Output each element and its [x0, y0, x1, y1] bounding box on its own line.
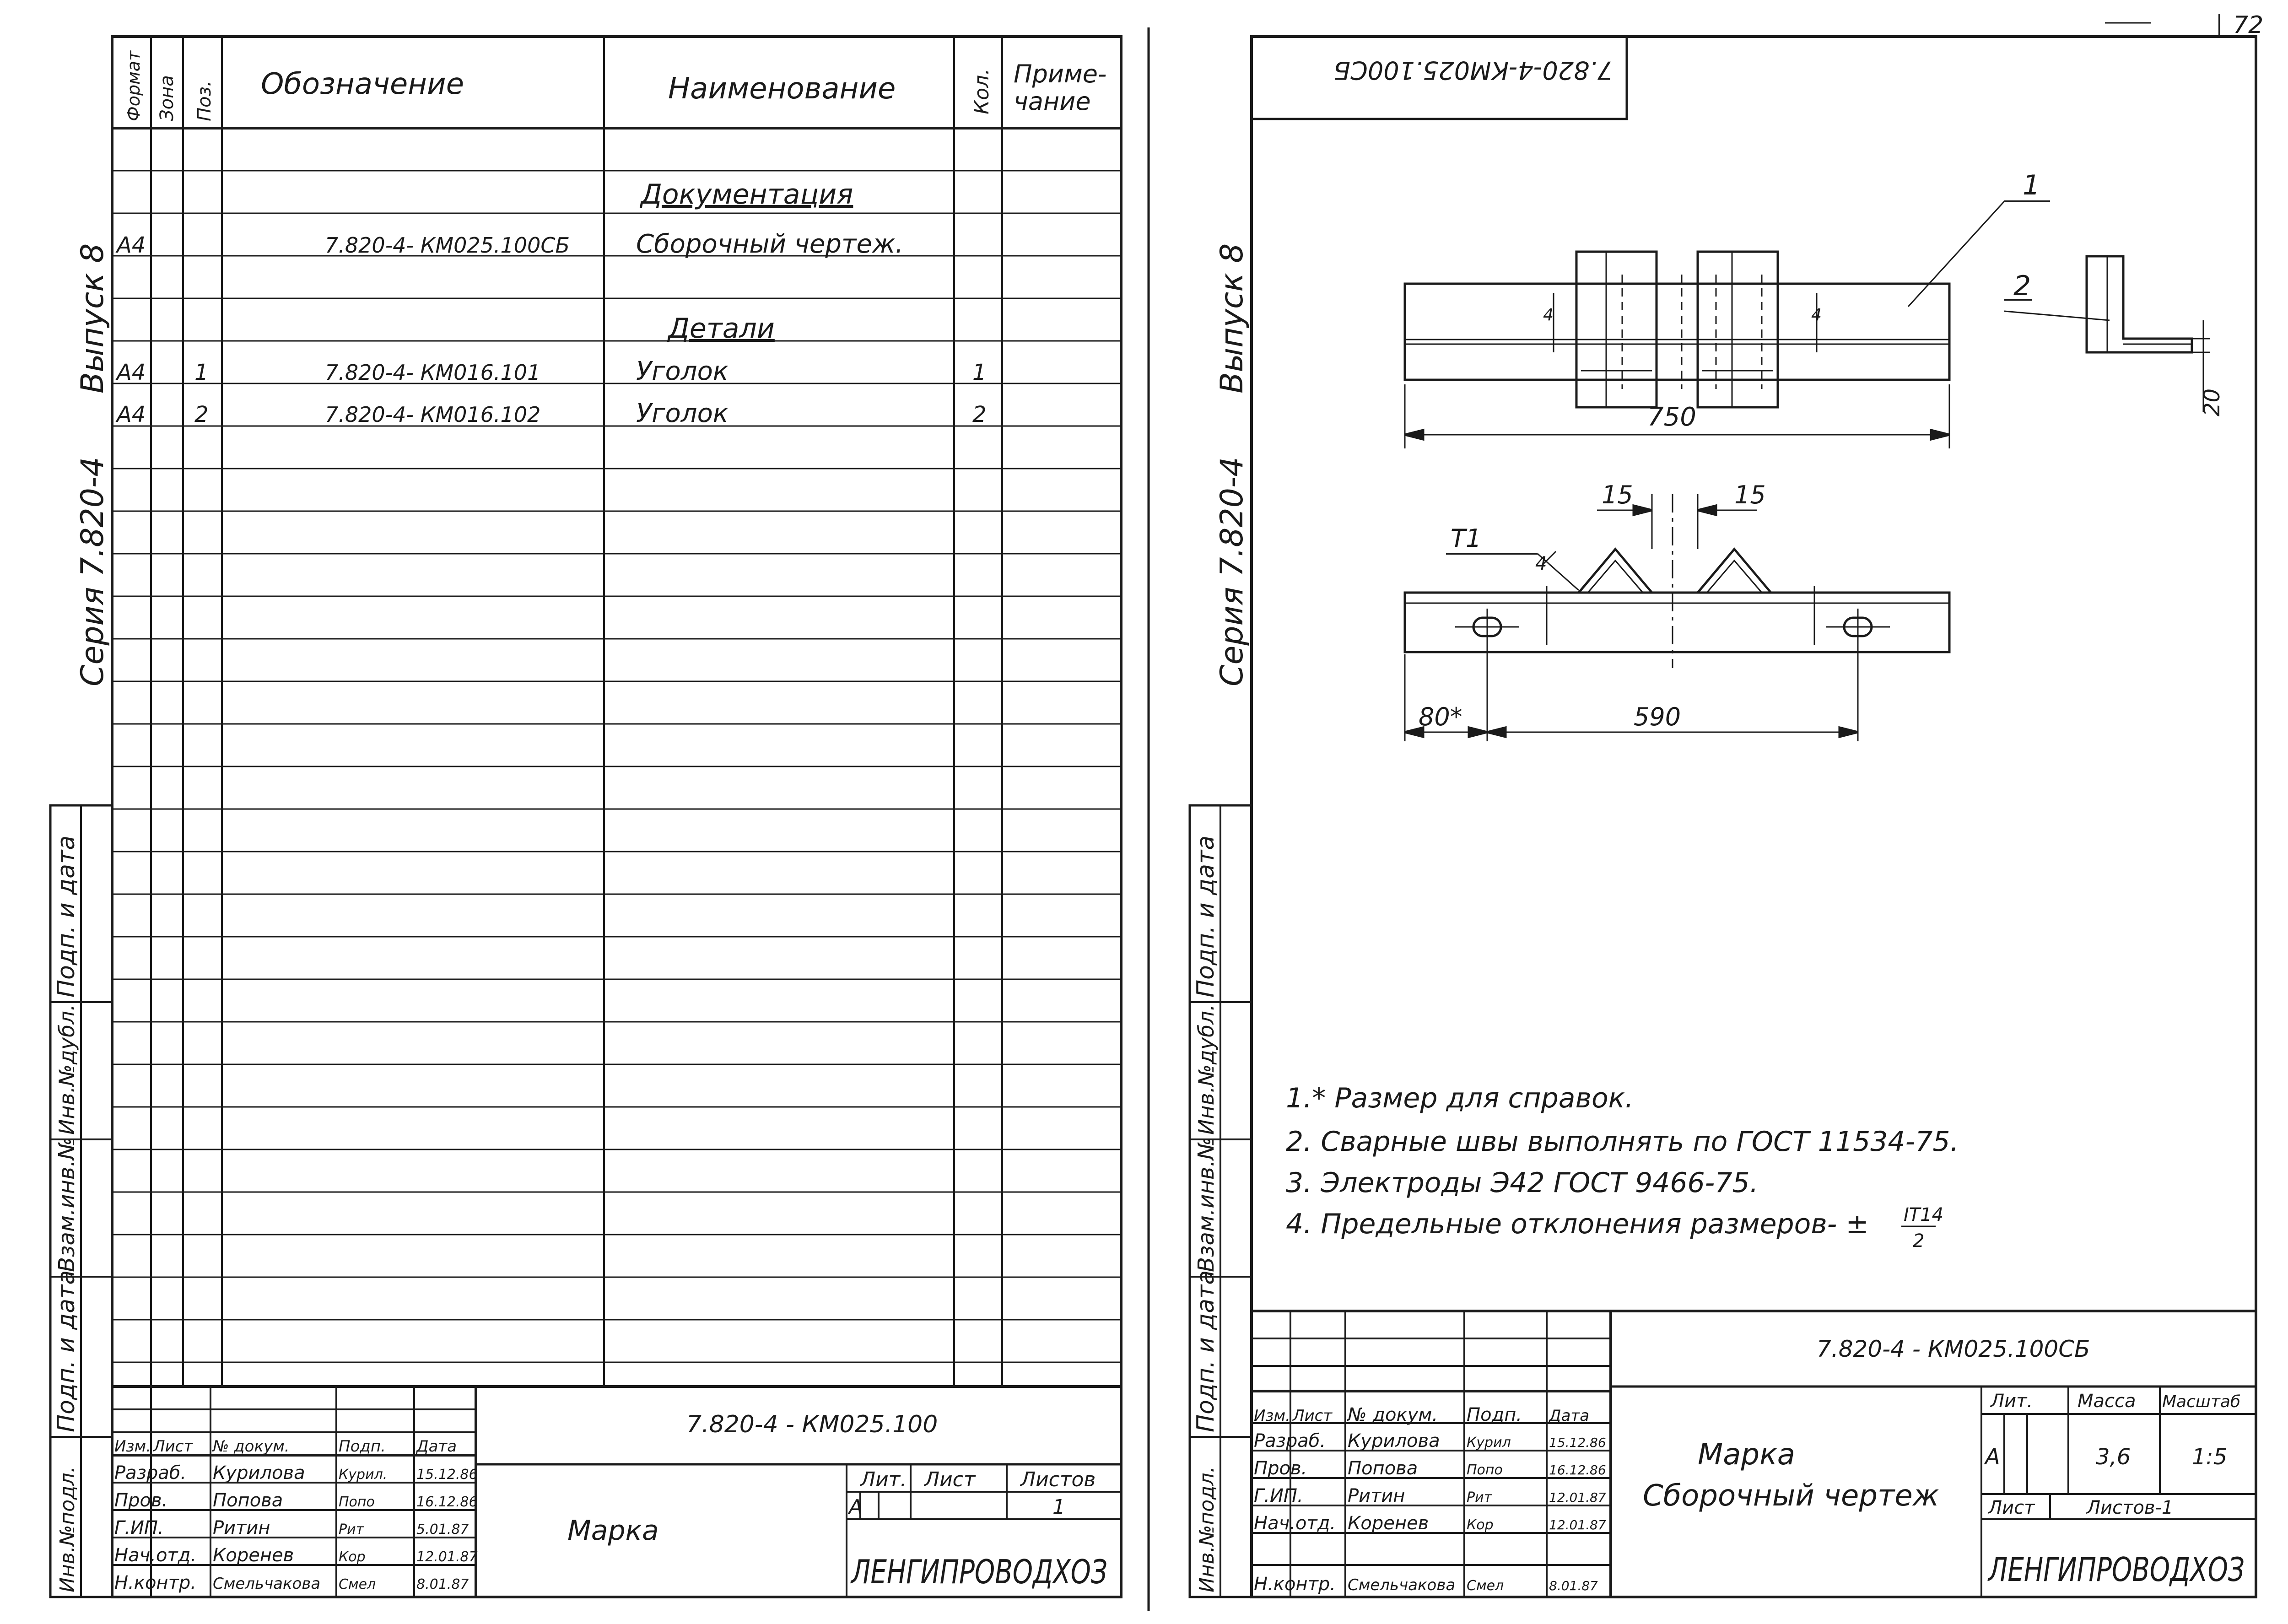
note-4-tol-num: IT14: [1904, 1204, 1944, 1225]
page-number: 72: [2233, 11, 2264, 39]
scale-label: Масштаб: [2162, 1392, 2241, 1411]
row4-format: А4: [117, 402, 146, 427]
tbl-header-izm: Изм.: [114, 1437, 151, 1456]
date: 16.12.86: [416, 1494, 478, 1510]
header-note-2: чание: [1014, 87, 1091, 116]
tbl-r-header-izm: Изм.: [1254, 1407, 1290, 1425]
date: 12.01.87: [1549, 1517, 1606, 1532]
role: Разраб.: [114, 1462, 187, 1484]
weld-mark-t1: Т1: [1451, 524, 1482, 553]
row4-pos: 2: [194, 402, 209, 427]
spec-row-2: [667, 313, 775, 345]
stamp-col-label-r2: Подп. и дата: [1192, 1270, 1220, 1432]
mass-label: Масса: [2078, 1391, 2136, 1412]
margin-issue-label-r: Выпуск 8: [1214, 243, 1250, 394]
dim-length: 750: [1647, 402, 1696, 432]
stamp-col-label-2: Подп. и дата: [53, 1270, 80, 1432]
date: 8.01.87: [1549, 1578, 1598, 1593]
row4-designation: 7.820-4- КМ016.102: [325, 402, 541, 427]
signature: Попо: [1467, 1462, 1503, 1478]
stamp-col-label-r5: Подп. и дата: [1192, 835, 1220, 998]
stamp-col-label-1: Инв.№подл.: [56, 1466, 79, 1592]
person-name: Ритин: [1348, 1485, 1405, 1506]
signature: Кор: [339, 1549, 366, 1565]
note-1: 1.* Размер для справок.: [1286, 1082, 1634, 1114]
role: Нач.отд.: [114, 1545, 197, 1566]
sheets-label-r: Листов-1: [2087, 1497, 2174, 1518]
role: Пров.: [1254, 1458, 1307, 1479]
person-name: Ритин: [213, 1517, 270, 1538]
dim-height: 20: [2199, 388, 2225, 416]
mass-value: 3,6: [2096, 1444, 2131, 1470]
row3-pos: 1: [194, 360, 209, 385]
role: Г.ИП.: [1254, 1485, 1303, 1506]
row4-name: Уголок: [636, 399, 728, 428]
signature: Смел: [339, 1576, 376, 1592]
rotated-doc-code: 7.820-4-КМ025.100СБ: [1333, 56, 1613, 85]
signature: Попо: [339, 1494, 375, 1510]
stamp-col-label-r3: Взам.инв.№: [1193, 1137, 1219, 1272]
lit-label-r: Лит.: [1991, 1391, 2033, 1412]
date: 16.12.86: [1549, 1462, 1606, 1478]
tbl-r-header-doc: № докум.: [1348, 1404, 1438, 1425]
stamp-col-label-4: Инв.№дубл.: [54, 1004, 79, 1135]
sheet-label: Лист: [924, 1468, 976, 1491]
sheets-label: Листов: [1020, 1468, 1096, 1491]
person-name: Курилова: [1348, 1430, 1440, 1451]
date: 15.12.86: [1549, 1435, 1606, 1450]
tbl-header-date: Дата: [416, 1437, 457, 1456]
signature: Смел: [1467, 1578, 1504, 1594]
tbl-header-list: Лист: [153, 1437, 193, 1456]
dim-gap-2: 15: [1734, 480, 1766, 509]
lit-label: Лит.: [860, 1468, 907, 1491]
header-designation: Обозначение: [261, 67, 464, 101]
row1-name: Сборочный чертеж.: [636, 229, 904, 259]
row3-designation: 7.820-4- КМ016.101: [325, 360, 541, 385]
role: Г.ИП.: [114, 1517, 164, 1538]
role: Н.контр.: [114, 1572, 196, 1593]
note-4: 4. Предельные отклонения размеров- ±: [1286, 1208, 1869, 1240]
signature: Рит: [339, 1521, 364, 1538]
scale-value: 1:5: [2192, 1444, 2228, 1470]
signature: Кор: [1467, 1517, 1494, 1533]
org-name-left: ЛЕНГИПРОВОДХОЗ: [850, 1553, 1107, 1591]
sheets-value: 1: [1052, 1495, 1065, 1519]
person-name: Курилова: [213, 1462, 305, 1484]
header-zone: Зона: [156, 75, 178, 121]
row1-designation: 7.820-4- КМ025.100СБ: [325, 233, 570, 258]
date: 8.01.87: [416, 1576, 469, 1592]
role: Н.контр.: [1254, 1574, 1336, 1595]
margin-series-label: Серия 7.820-4: [75, 457, 111, 686]
lit-value: А: [849, 1495, 863, 1519]
note-4-tol-den: 2: [1913, 1230, 1925, 1252]
person-name: Попова: [213, 1490, 283, 1511]
stamp-col-label-5: Подп. и дата: [53, 835, 80, 998]
weld-leg: 4: [1535, 553, 1547, 574]
right-doc-code: 7.820-4 - КМ025.100СБ: [1817, 1336, 2090, 1362]
note-2: 2. Сварные швы выполнять по ГОСТ 11534-75.: [1286, 1126, 1959, 1158]
stamp-col-label-r1: Инв.№подл.: [1195, 1466, 1219, 1592]
header-note: Приме-: [1014, 59, 1107, 88]
weld-leg-top-1: 4: [1543, 306, 1554, 324]
header-name: Наименование: [668, 72, 896, 106]
date: 5.01.87: [416, 1521, 469, 1538]
margin-series-label-r: Серия 7.820-4: [1214, 457, 1250, 686]
signature: Курил.: [339, 1467, 388, 1483]
tbl-header-doc: № докум.: [213, 1437, 290, 1456]
stamp-col-label-3: Взам.инв.№: [54, 1137, 80, 1272]
role: Нач.отд.: [1254, 1513, 1336, 1534]
header-qty: Кол.: [970, 68, 993, 114]
header-format: Формат: [124, 50, 144, 121]
person-name: Коренев: [213, 1545, 294, 1566]
stamp-col-label-r4: Инв.№дубл.: [1194, 1004, 1219, 1135]
left-doc-code: 7.820-4 - КМ025.100: [686, 1411, 938, 1438]
date: 12.01.87: [1549, 1490, 1606, 1505]
spec-row-0: [639, 178, 853, 210]
tbl-r-header-sign: Подп.: [1467, 1404, 1522, 1425]
spec-section-documentation: Документация: [641, 178, 853, 210]
dim-hole-spacing: 590: [1634, 702, 1681, 731]
person-name: Попова: [1348, 1458, 1418, 1479]
role: Пров.: [114, 1490, 168, 1511]
weld-leg-top-2: 4: [1811, 306, 1822, 324]
role: Разраб.: [1254, 1430, 1326, 1451]
person-name: Коренев: [1348, 1513, 1429, 1534]
header-pos: Поз.: [194, 81, 215, 121]
row1-format: А4: [117, 232, 146, 258]
dim-offset: 80*: [1419, 702, 1462, 731]
row3-qty: 1: [972, 360, 987, 385]
dim-gap-1: 15: [1602, 480, 1633, 509]
signature: Рит: [1467, 1489, 1492, 1505]
note-3: 3. Электроды Э42 ГОСТ 9466-75.: [1286, 1167, 1759, 1199]
right-doc-name-1: Марка: [1698, 1438, 1795, 1472]
lit-value-r: А: [1985, 1444, 2000, 1470]
row4-qty: 2: [972, 402, 987, 427]
row3-format: А4: [117, 360, 146, 385]
pos-label-1: 1: [2023, 169, 2040, 201]
date: 12.01.87: [416, 1549, 478, 1565]
pos-label-2: 2: [2013, 270, 2031, 302]
person-name: Смельчакова: [1348, 1576, 1456, 1594]
date: 15.12.86: [416, 1467, 478, 1483]
spec-section-parts: Детали: [668, 313, 775, 345]
tbl-header-sign: Подп.: [339, 1437, 386, 1456]
person-name: Смельчакова: [213, 1575, 321, 1593]
left-doc-name: Марка: [567, 1515, 659, 1547]
signature: Курил: [1467, 1435, 1511, 1451]
row3-name: Уголок: [636, 356, 728, 386]
tbl-r-header-date: Дата: [1549, 1407, 1590, 1425]
right-doc-name-2: Сборочный чертеж: [1643, 1479, 1939, 1513]
tbl-r-header-list: Лист: [1293, 1407, 1333, 1425]
sheet-label-r: Лист: [1988, 1497, 2035, 1518]
margin-issue-label: Выпуск 8: [75, 243, 111, 394]
org-name-right: ЛЕНГИПРОВОДХОЗ: [1987, 1550, 2245, 1589]
